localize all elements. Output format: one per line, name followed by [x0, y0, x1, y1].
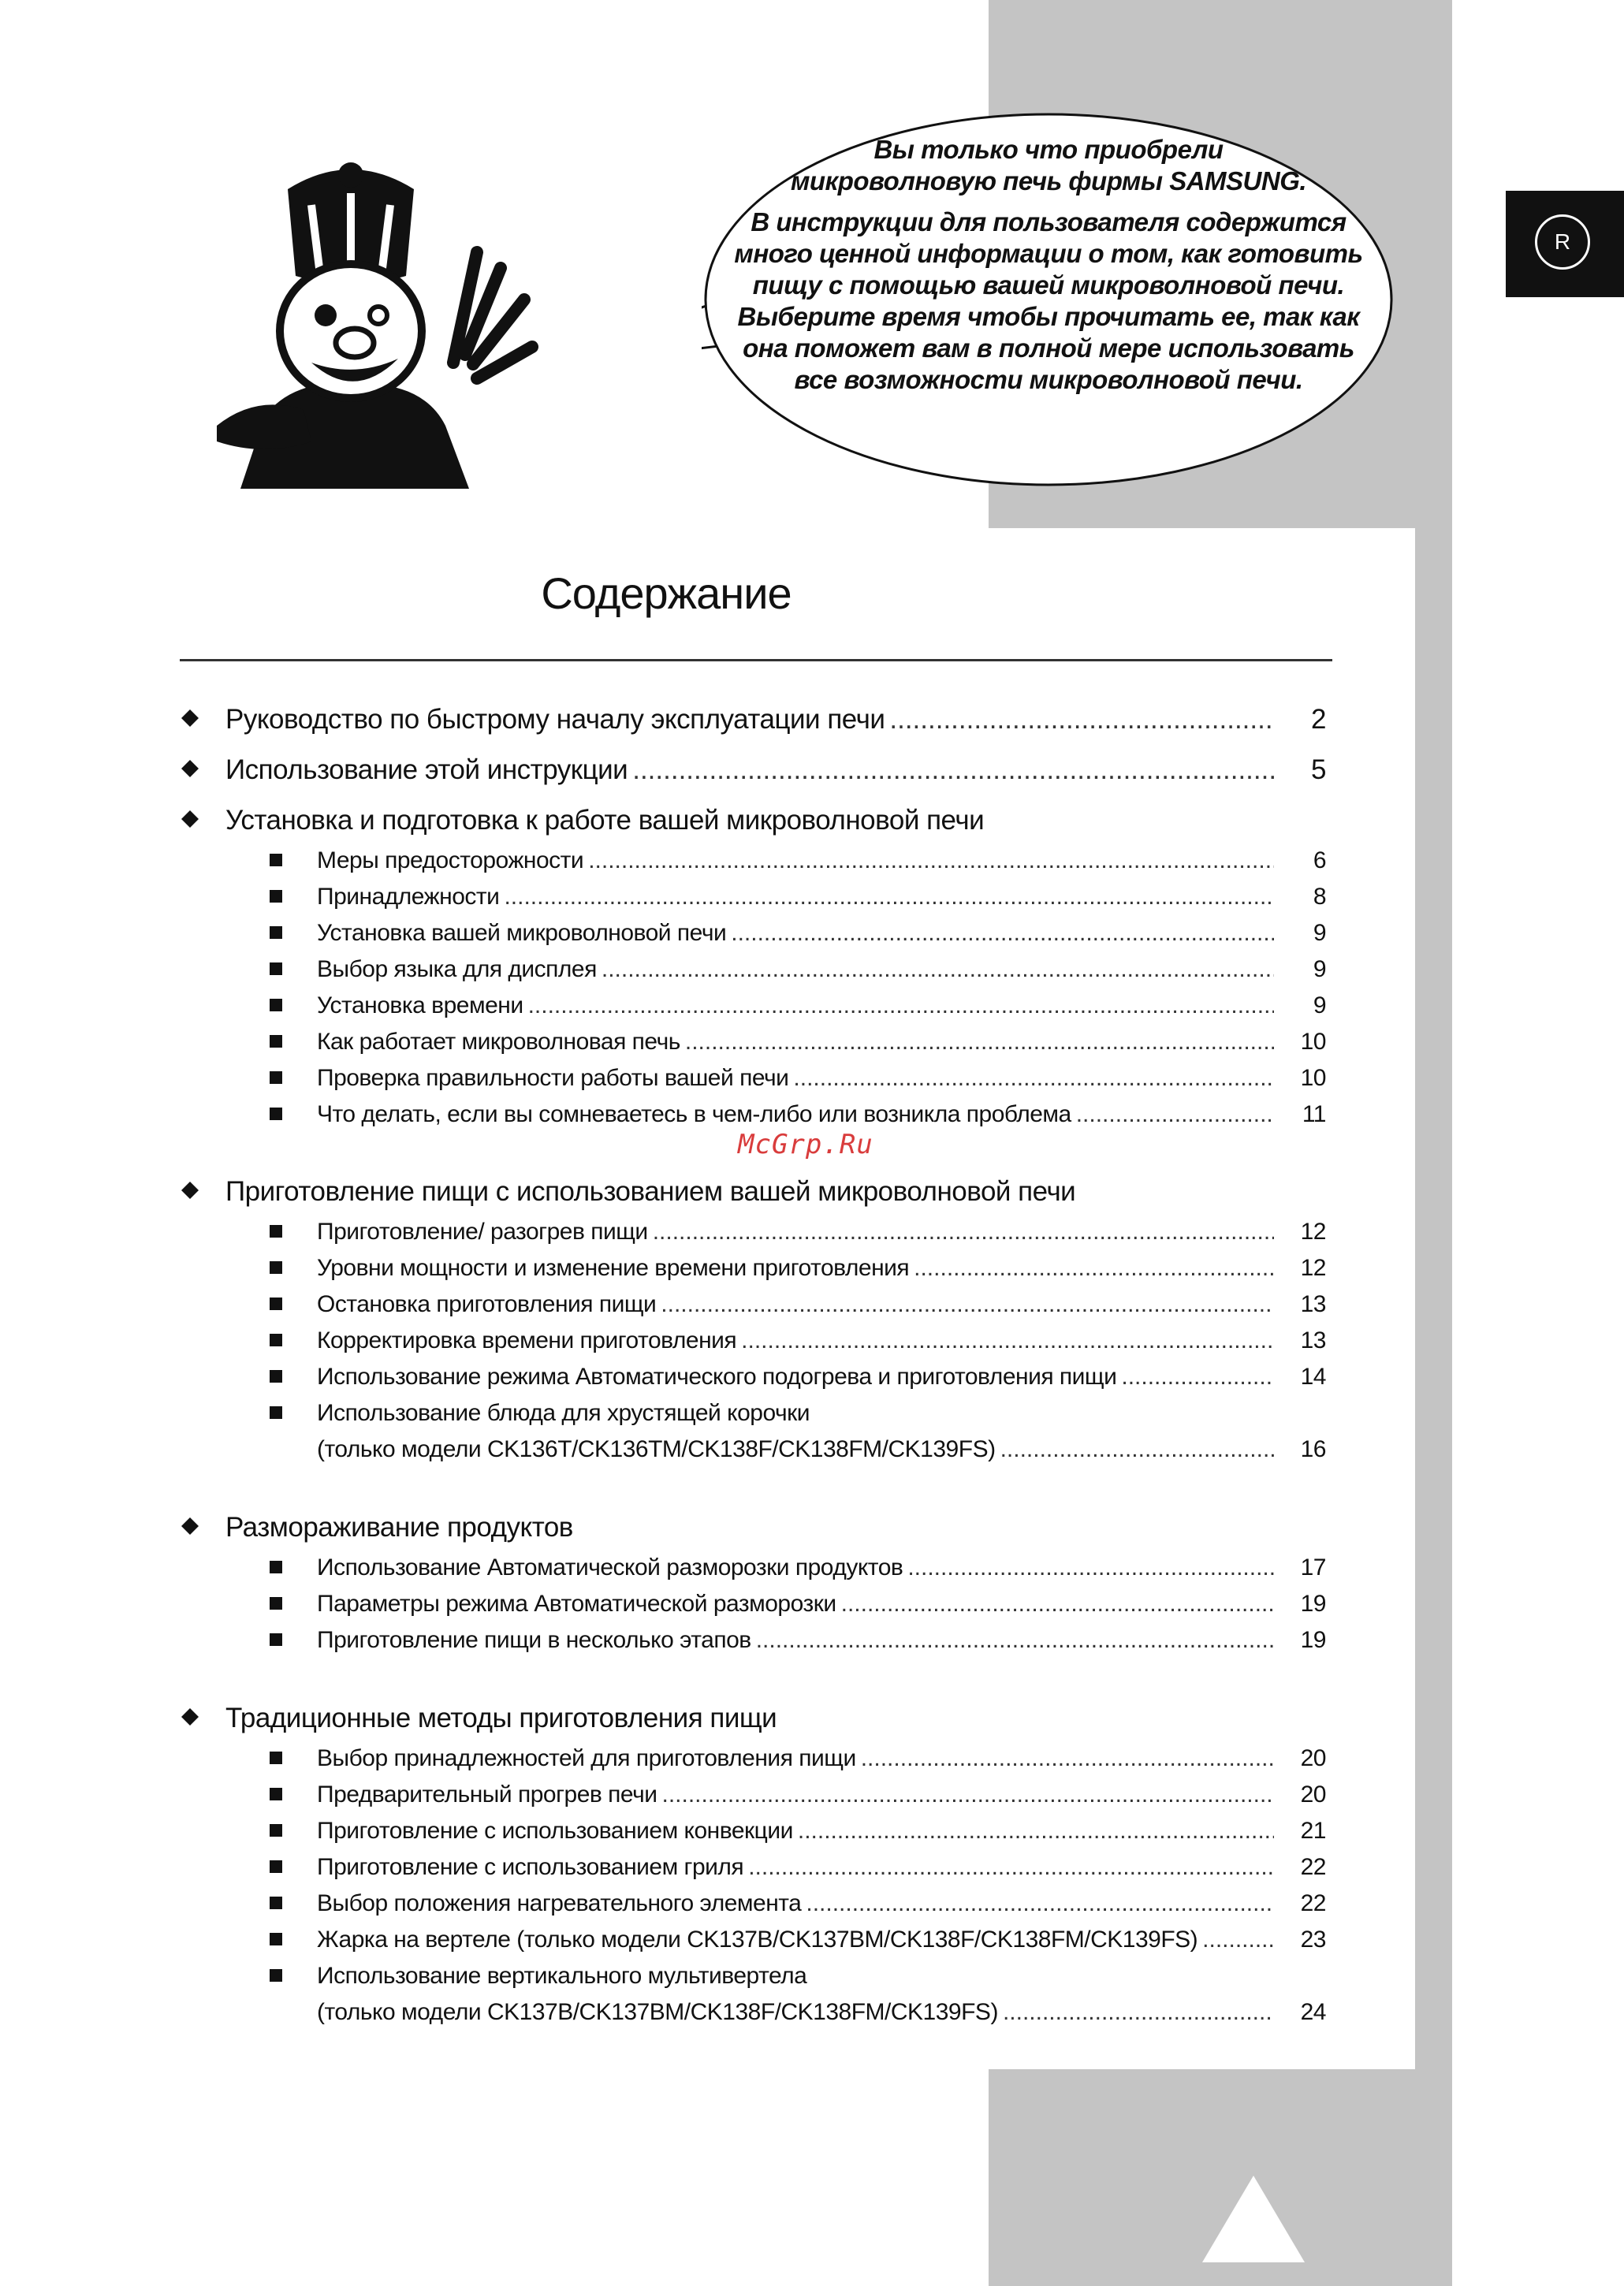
triangle-arrow-icon [1202, 2176, 1305, 2262]
bubble-text [729, 134, 1368, 405]
toc-item-label: Предварительный прогрев печи [317, 1782, 657, 1808]
toc-page-number: 17 [1300, 1554, 1326, 1580]
toc-item-label: Меры предосторожности [317, 847, 584, 873]
toc-item-label: Приготовление/ разогрев пищи [317, 1219, 648, 1245]
toc-page-number: 8 [1313, 884, 1326, 910]
toc-page-number: 12 [1300, 1219, 1326, 1245]
bubble-line: она поможет вам в полной мере использовать [743, 333, 1354, 363]
toc-page-number: 21 [1300, 1818, 1326, 1844]
bubble-line: все возможности микроволновой печи. [794, 365, 1303, 394]
toc-item-label: Использование режима Автоматического подогрева и приготовления пищи [317, 1364, 1117, 1390]
toc-item-label: Как работает микроволновая печь [317, 1029, 680, 1055]
toc-page-number: 20 [1300, 1782, 1326, 1808]
toc-item-label: Выбор положения нагревательного элемента [317, 1890, 802, 1916]
toc-page-number: 6 [1313, 847, 1326, 873]
toc-item-label: Корректировка времени приготовления [317, 1327, 737, 1353]
toc-page-number: 19 [1300, 1591, 1326, 1617]
toc-page-number: 5 [1311, 754, 1326, 785]
toc-page-number: 9 [1313, 992, 1326, 1018]
toc-item-label: Установка времени [317, 992, 523, 1018]
page-title: Содержание [541, 568, 792, 618]
toc-page-number: 13 [1300, 1327, 1326, 1353]
toc-item-label: (только модели CK136T/CK136TM/CK138F/CK138FM/CK139FS) [317, 1436, 996, 1462]
bubble-line: пищу с помощью вашей микроволновой печи. [752, 270, 1345, 300]
title-divider [180, 659, 1332, 661]
toc-page-number: 2 [1311, 704, 1326, 735]
toc-item-label: Приготовление с использованием конвекции [317, 1818, 793, 1844]
language-tab [1506, 191, 1624, 297]
toc-item-label: Выбор принадлежностей для приготовления пищи [317, 1745, 856, 1771]
toc-section-label: Установка и подготовка к работе вашей микроволновой печи [225, 805, 985, 836]
toc-item-label: Использование Автоматической разморозки продуктов [317, 1554, 903, 1580]
toc-item-label: Выбор языка для дисплея [317, 956, 597, 982]
toc-page-number: 10 [1300, 1065, 1326, 1091]
toc-item-label: Уровни мощности и изменение времени приготовления [317, 1255, 910, 1281]
bubble-line: Вы только что приобрели [873, 135, 1224, 164]
toc-item-label: Приготовление пищи в несколько этапов [317, 1627, 751, 1653]
toc-page-number: 10 [1300, 1029, 1326, 1055]
toc-section-label: Использование этой инструкции [225, 754, 628, 785]
toc-page-number: 14 [1300, 1364, 1326, 1390]
toc-section-label: Размораживание продуктов [225, 1512, 573, 1543]
toc-page-number: 19 [1300, 1627, 1326, 1653]
toc-page-number: 11 [1302, 1101, 1326, 1127]
toc-item-label: Принадлежности [317, 884, 500, 910]
content-panel [0, 528, 1415, 2069]
toc-section-label: Руководство по быстрому началу эксплуатации печи [225, 704, 885, 735]
toc-page-number: 9 [1313, 956, 1326, 982]
watermark-text: McGrp.Ru [738, 1129, 873, 1160]
toc-item-label: (только модели CK137B/CK137BM/CK138F/CK138FM/CK139FS) [317, 1999, 998, 2025]
toc-page-number: 12 [1300, 1255, 1326, 1281]
toc-section-label: Традиционные методы приготовления пищи [225, 1703, 777, 1733]
bubble-line: В инструкции для пользователя содержится [751, 207, 1347, 236]
toc-page-number: 22 [1300, 1890, 1326, 1916]
bubble-line: много ценной информации о том, как готовить [734, 239, 1363, 268]
chef-mascot-illustration [193, 158, 548, 489]
toc-page-number: 23 [1300, 1927, 1326, 1953]
toc-item-label: Проверка правильности работы вашей печи [317, 1065, 789, 1091]
toc-page-number: 9 [1313, 920, 1326, 946]
toc-page-number: 20 [1300, 1745, 1326, 1771]
toc-item-label: Приготовление с использованием гриля [317, 1854, 744, 1880]
toc-page-number: 24 [1300, 1999, 1326, 2025]
toc-page-number: 13 [1300, 1291, 1326, 1317]
language-tab-letter: R [1535, 214, 1590, 270]
toc-item-label: Остановка приготовления пищи [317, 1291, 657, 1317]
toc-item-label: Что делать, если вы сомневаетесь в чем-либо или возникла проблема [317, 1101, 1071, 1127]
toc-item-label: Установка вашей микроволновой печи [317, 920, 727, 946]
bubble-line: микроволновую печь фирмы SAMSUNG. [790, 166, 1307, 195]
bubble-line: Выберите время чтобы прочитать ее, так как [737, 302, 1360, 331]
toc-item-label: Использование вертикального мультивертела [317, 1963, 807, 1989]
toc-page-number: 22 [1300, 1854, 1326, 1880]
toc-item-label: Параметры режима Автоматической разморозки [317, 1591, 836, 1617]
toc-item-label: Использование блюда для хрустящей корочки [317, 1400, 810, 1426]
toc-page-number: 16 [1300, 1436, 1326, 1462]
toc-item-label: Жарка на вертеле (только модели CK137B/CK137BM/CK138F/CK138FM/CK139FS) [317, 1927, 1198, 1953]
toc-section-label: Приготовление пищи с использованием вашей микроволновой печи [225, 1176, 1076, 1207]
